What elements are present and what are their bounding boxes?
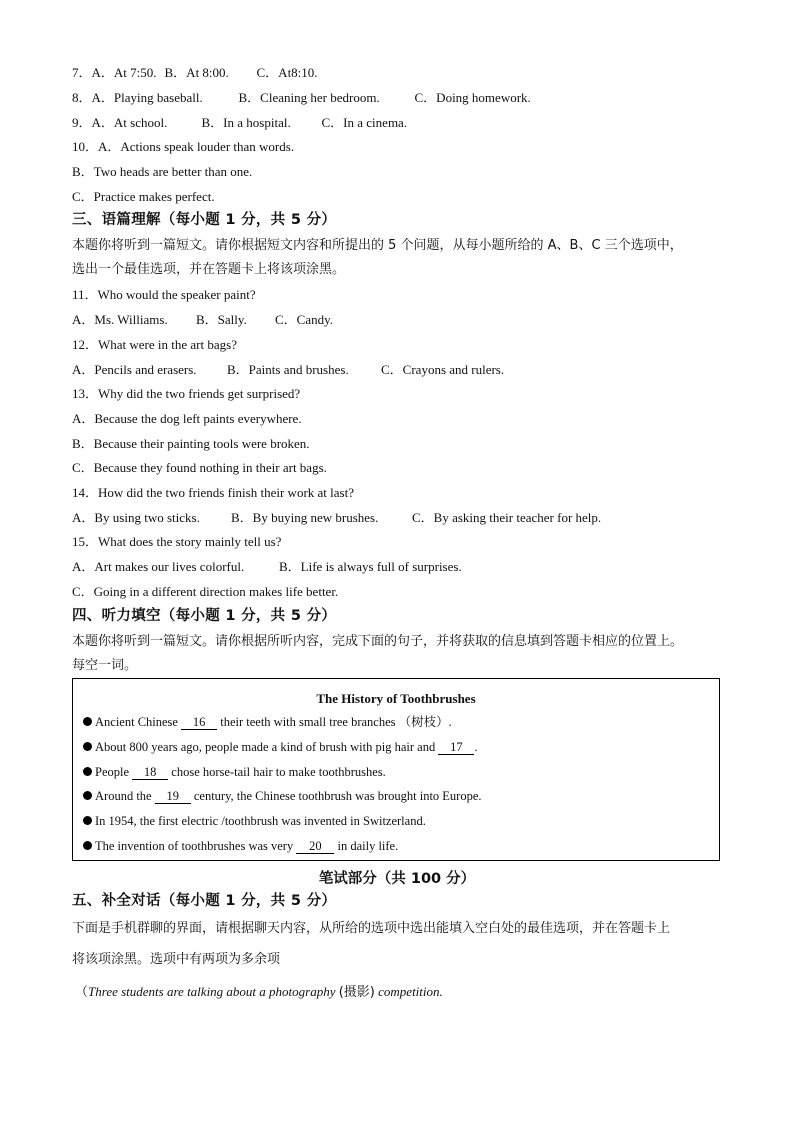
section-5-heading: 五、补全对话（每小题 1 分，共 5 分） <box>72 893 337 909</box>
question-13-option-b: B．Because their painting tools were broken. <box>72 436 310 451</box>
blank-19: 19 <box>155 789 191 804</box>
question-10-option-c: C．Practice makes perfect. <box>72 189 215 204</box>
option-a: A．Actions speak louder than words. <box>98 139 295 154</box>
option-a: A．Ms. Williams. <box>72 312 168 327</box>
written-part-title: 笔试部分（共 100 分） <box>318 871 476 887</box>
option-a: A．At 7:50. <box>91 65 157 80</box>
box-line-1: Ancient Chinese 16 their teeth with small tree branches （树枝）. <box>83 714 452 730</box>
question-number: 8． <box>72 90 92 105</box>
question-11-stem: 11．Who would the speaker paint? <box>72 287 256 302</box>
option-b: B．Cleaning her bedroom. <box>238 90 380 105</box>
section-4-heading: 四、听力填空（每小题 1 分，共 5 分） <box>72 608 337 624</box>
question-8 <box>72 90 531 106</box>
option-b: B．By buying new brushes. <box>231 510 379 525</box>
section-4-instructions-line-2: 每空一词。 <box>72 658 138 673</box>
option-b: B．Sally. <box>196 312 247 327</box>
option-c: C．Doing homework. <box>414 90 531 105</box>
option-b: B．Paints and brushes. <box>227 362 349 377</box>
section-4-instructions-line-1: 本题你将听到一篇短文。请你根据所听内容，完成下面的句子，并将获取的信息填到答题卡相应的位置上。 <box>72 634 684 649</box>
option-b: B．Life is always full of surprises. <box>279 559 462 574</box>
box-line-6: The invention of toothbrushes was very 20 in daily life. <box>83 838 398 854</box>
question-12-options <box>72 362 504 378</box>
question-7 <box>72 65 318 81</box>
box-title: The History of Toothbrushes <box>316 691 476 706</box>
blank-18: 18 <box>132 765 168 780</box>
box-line-2: About 800 years ago, people made a kind of brush with pig hair and 17 . <box>83 739 477 755</box>
section-3-heading: 三、语篇理解（每小题 1 分，共 5 分） <box>72 212 337 228</box>
box-line-4: Around the 19 century, the Chinese toothbrush was brought into Europe. <box>83 788 482 804</box>
section-5-instructions-line-2: 将该项涂黑。选项中有两项为多余项 <box>72 952 281 967</box>
question-15-option-c: C．Going in a different direction makes life better. <box>72 584 339 599</box>
option-a: A．Playing baseball. <box>91 90 203 105</box>
option-b: B．At 8:00. <box>164 65 229 80</box>
box-line-3: People 18 chose horse-tail hair to make toothbrushes. <box>83 764 386 780</box>
blank-16: 16 <box>181 715 217 730</box>
option-a: A．By using two sticks. <box>72 510 200 525</box>
bullet-icon <box>83 816 92 825</box>
option-c: C．Crayons and rulers. <box>381 362 505 377</box>
question-13-stem: 13．Why did the two friends get surprised? <box>72 386 301 401</box>
option-a: A．Art makes our lives colorful. <box>72 559 245 574</box>
bullet-icon <box>83 791 92 800</box>
question-12-stem: 12．What were in the art bags? <box>72 337 237 352</box>
blank-20: 20 <box>296 839 334 854</box>
bullet-icon <box>83 841 92 850</box>
question-number: 9． <box>72 115 92 130</box>
question-11-options <box>72 312 333 328</box>
question-15-options <box>72 559 462 575</box>
toothbrush-history-box <box>72 678 720 861</box>
question-15-stem: 15．What does the story mainly tell us? <box>72 534 282 549</box>
option-c: C．At8:10. <box>256 65 318 80</box>
option-c: C．By asking their teacher for help. <box>412 510 602 525</box>
dialogue-context: （Three students are talking about a photography (摄影) competition. <box>75 984 443 1000</box>
option-c: C．Candy. <box>275 312 334 327</box>
question-9 <box>72 115 407 131</box>
blank-17: 17 <box>438 740 474 755</box>
question-10-option-a <box>72 139 294 155</box>
bullet-icon <box>83 767 92 776</box>
option-a: A．At school. <box>91 115 168 130</box>
box-line-5: In 1954, the first electric /toothbrush was invented in Switzerland. <box>83 813 426 829</box>
section-3-instructions-line-2: 选出一个最佳选项，并在答题卡上将该项涂黑。 <box>72 262 346 277</box>
question-number: 7． <box>72 65 92 80</box>
bullet-icon <box>83 742 92 751</box>
option-b: B．In a hospital. <box>201 115 291 130</box>
question-13-option-a: A．Because the dog left paints everywhere. <box>72 411 302 426</box>
question-10-option-b: B．Two heads are better than one. <box>72 164 253 179</box>
question-14-options <box>72 510 601 526</box>
section-3-instructions-line-1: 本题你将听到一篇短文。请你根据短文内容和所提出的 5 个问题，从每小题所给的 A、B、C 三个选项中， <box>72 238 683 253</box>
bullet-icon <box>83 717 92 726</box>
option-c: C．In a cinema. <box>321 115 408 130</box>
option-a: A．Pencils and erasers. <box>72 362 197 377</box>
question-number: 10． <box>72 139 99 154</box>
question-13-option-c: C．Because they found nothing in their art bags. <box>72 460 327 475</box>
section-5-instructions-line-1: 下面是手机群聊的界面，请根据聊天内容，从所给的选项中选出能填入空白处的最佳选项，并在答题卡上 <box>72 921 671 936</box>
question-14-stem: 14．How did the two friends finish their work at last? <box>72 485 354 500</box>
